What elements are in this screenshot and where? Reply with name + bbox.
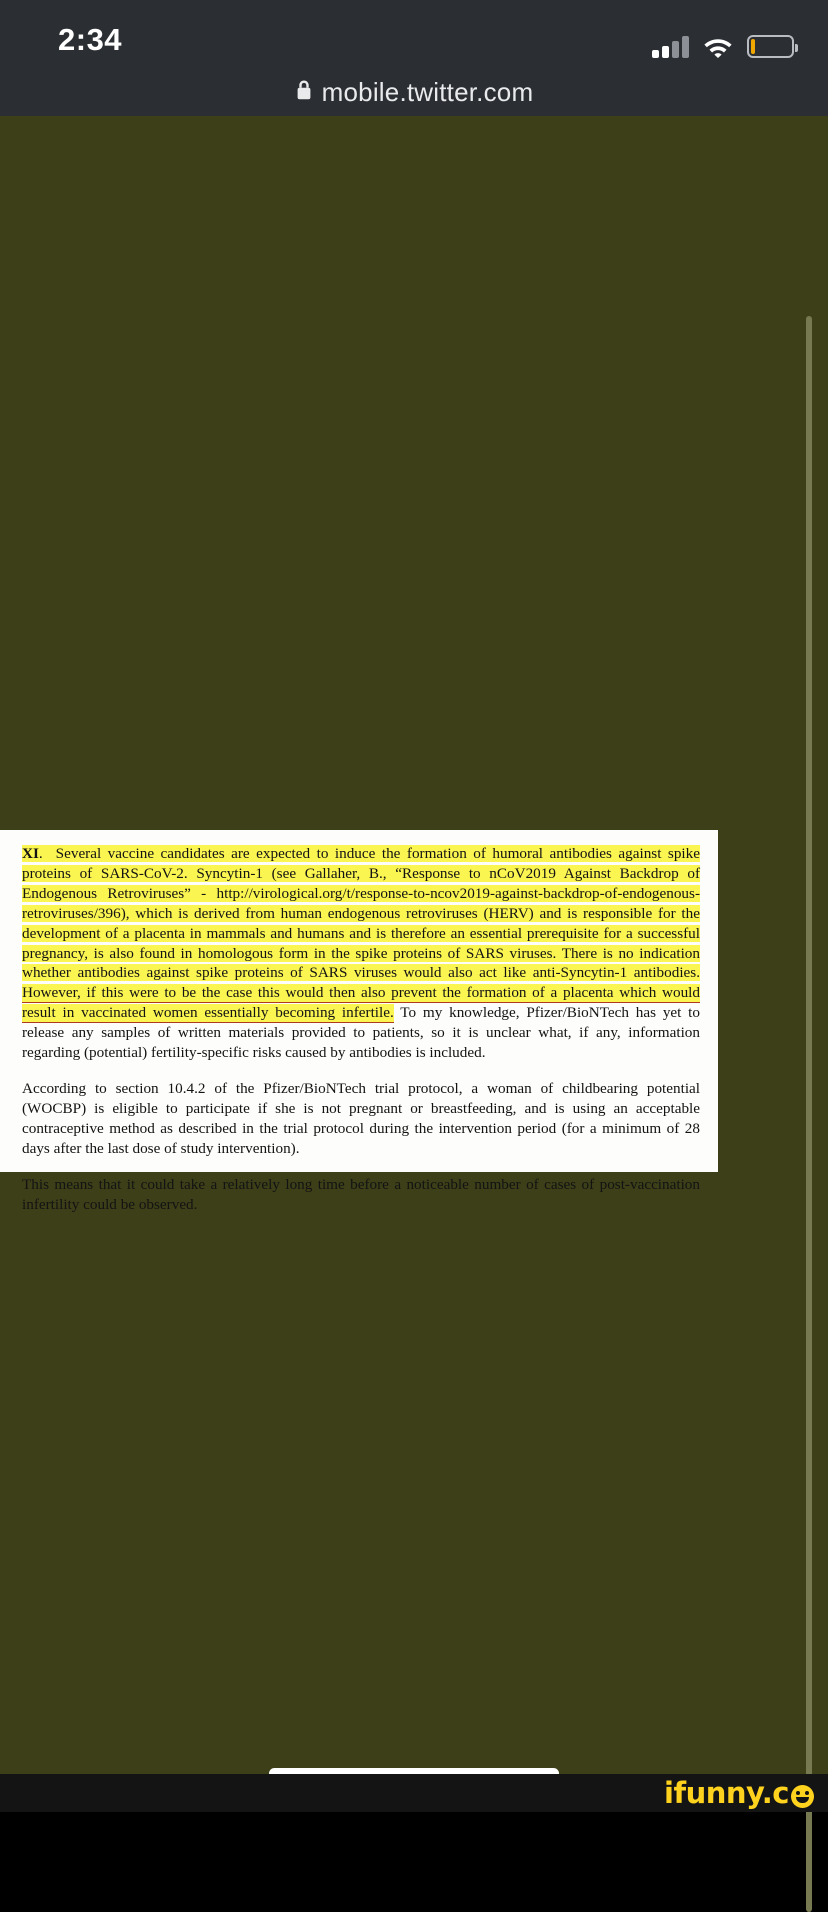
document-paragraph-xi <box>22 844 700 1063</box>
status-bar-indicators <box>652 30 794 58</box>
vertical-scrollbar[interactable] <box>814 216 820 1812</box>
paragraph-xi-highlighted-text: . Several vaccine candidates are expected to induce the formation of humoral antibodies against spike proteins of SARS-CoV-2. Syncytin-1 (see Gallaher, B., “Response to nCoV2019 Against Backdrop of Endogenous Retroviruses” - http://virological.org/t/response-to-ncov2019-against-backdrop-of-endogenous-retroviruses/396), which is derived from human endogenous retroviruses (HERV) and is responsible for the development of a placenta in mammals and humans and is therefore an essential prerequisite for a successful pregnancy, is also found in homologous form in the spike proteins of SARS viruses. There is no indication whether antibodies against spike proteins of SARS viruses would also act like anti-Syncytin-1 antibodies. <box>22 845 700 982</box>
watermark-text: ifunny.c <box>664 1776 789 1810</box>
document-paragraph-conclusion: This means that it could take a relatively long time before a noticeable number of cases of post-vaccination infertility could be observed. <box>22 1175 700 1213</box>
paragraph-xi-plain-tail: To my knowledge, Pfizer/BioNTech has yet to release any samples of written materials provided to patients, so it is unclear what, if any, information regarding (potential) fertility-specific risks caused by antibodies is included. <box>22 1004 700 1062</box>
browser-url-bar[interactable] <box>0 68 828 116</box>
lock-icon <box>295 79 313 106</box>
paragraph-xi-red-underlined-text: However, if this were to be the case this would then also prevent the formation of a placenta which would result in vaccinated women essentially becoming infertile. <box>22 984 700 1022</box>
battery-icon <box>747 35 794 58</box>
wifi-icon <box>703 36 733 58</box>
embedded-document-image[interactable] <box>0 830 718 1213</box>
section-number: XI <box>22 845 39 862</box>
scrollbar-thumb[interactable] <box>806 316 812 1912</box>
ifunny-watermark <box>664 1776 814 1810</box>
status-bar-time: 2:34 <box>58 22 123 57</box>
document-paragraph-protocol: According to section 10.4.2 of the Pfizer/BioNTech trial protocol, a woman of childbearing potential (WOCBP) is eligible to participate if she is not pregnant or breastfeeding, and is using an acceptable contraceptive method as described in the trial protocol during the intervention period (for a minimum of 28 days after the last dose of study intervention). <box>22 1079 700 1157</box>
smiley-face-icon <box>791 1785 814 1808</box>
web-page-body <box>0 116 828 1774</box>
browser-chrome <box>0 0 828 116</box>
status-bar <box>0 0 828 72</box>
url-text: mobile.twitter.com <box>321 76 534 107</box>
cellular-signal-icon <box>652 36 689 58</box>
